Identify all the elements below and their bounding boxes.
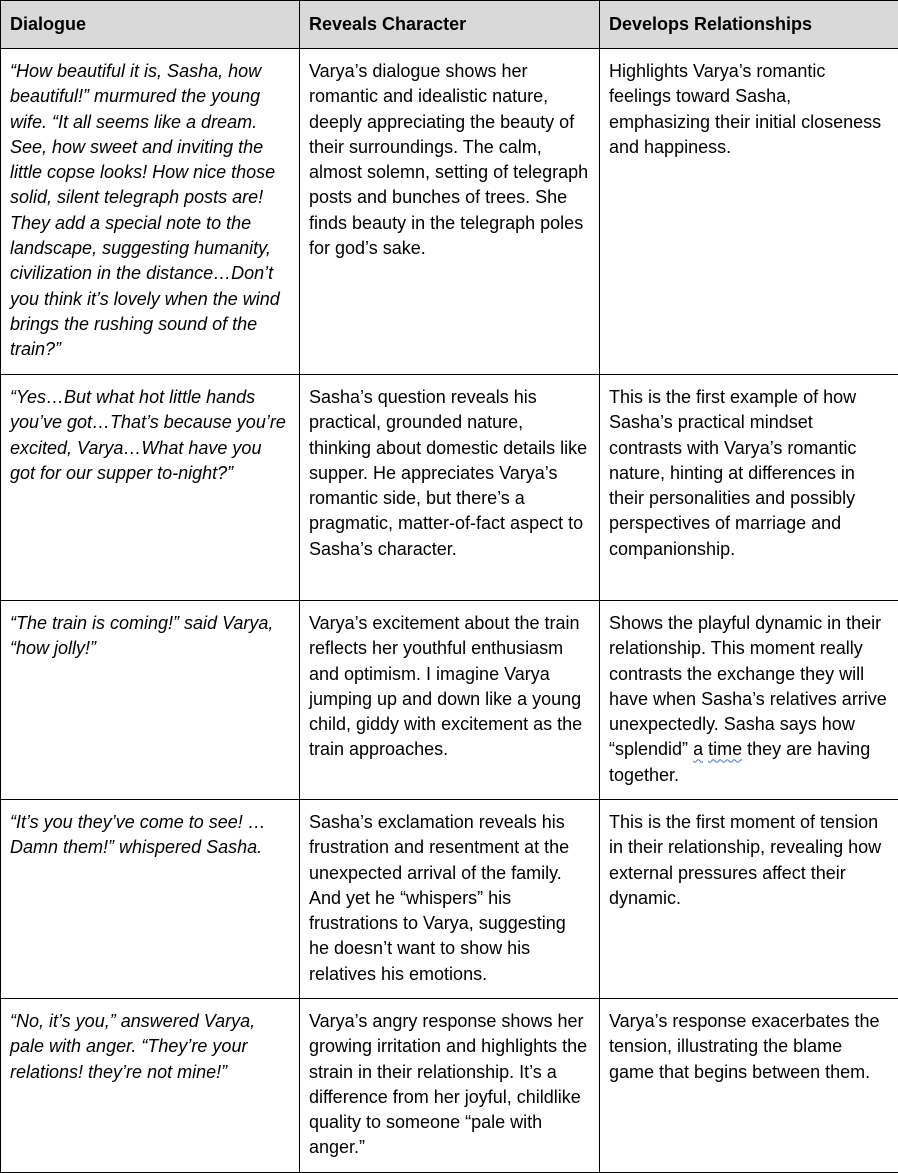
dialogue-cell: “Yes…But what hot little hands you’ve got…That’s because you’re excited, Varya…What have you got for our supper to-night?” [1,375,300,601]
table-row [1,49,898,375]
character-cell: Varya’s angry response shows her growing irritation and highlights the strain in their relationship. It’s a difference from her joyful, childlike quality to someone “pale with anger.” [300,999,600,1173]
dialogue-cell: “How beautiful it is, Sasha, how beautiful!” murmured the young wife. “It all seems like a dream. See, how sweet and inviting the little copse looks! How nice those solid, silent telegraph posts are! They add a special note to the landscape, suggesting humanity, civilization in the distance…Don’t you think it’s lovely when the wind brings the rushing sound of the train?” [1,49,300,375]
relationships-text: they are having together. [609,739,870,784]
dialogue-cell: “The train is coming!” said Varya, “how jolly!” [1,601,300,800]
character-cell: Sasha’s exclamation reveals his frustration and resentment at the unexpected arrival of the family. And yet he “whispers” his frustrations to Varya, suggesting he doesn’t want to show his relatives his emotions. [300,800,600,999]
spellcheck-flag[interactable]: a [693,739,703,759]
header-dialogue: Dialogue [1,1,300,49]
relationships-cell: This is the first moment of tension in their relationship, revealing how external pressures affect their dynamic. [600,800,898,999]
table-row [1,601,898,800]
dialogue-cell: “It’s you they’ve come to see! …Damn them!” whispered Sasha. [1,800,300,999]
table-row [1,800,898,999]
dialogue-cell: “No, it’s you,” answered Varya, pale with anger. “They’re your relations! they’re not mine!” [1,999,300,1173]
character-cell: Varya’s excitement about the train reflects her youthful enthusiasm and optimism. I imagine Varya jumping up and down like a young child, giddy with excitement as the train approaches. [300,601,600,800]
character-cell: Sasha’s question reveals his practical, grounded nature, thinking about domestic details like supper. He appreciates Varya’s romantic side, but there’s a pragmatic, matter-of-fact aspect to Sasha’s character. [300,375,600,601]
character-cell: Varya’s dialogue shows her romantic and idealistic nature, deeply appreciating the beauty of their surroundings. The calm, almost solemn, setting of telegraph posts and bunches of trees. She finds beauty in the telegraph poles for god’s sake. [300,49,600,375]
table-row [1,375,898,601]
table-row [1,999,898,1173]
relationships-cell: This is the first example of how Sasha’s practical mindset contrasts with Varya’s romantic nature, hinting at differences in their personalities and possibly perspectives of marriage and companionship. [600,375,898,601]
header-reveals-character: Reveals Character [300,1,600,49]
header-row [1,1,898,49]
spellcheck-flag[interactable]: time [708,739,742,759]
relationships-cell: Varya’s response exacerbates the tension, illustrating the blame game that begins between them. [600,999,898,1173]
header-develops-relationships: Develops Relationships [600,1,898,49]
relationships-cell [600,601,898,800]
relationships-text: Shows the playful dynamic in their relationship. This moment really contrasts the exchange they will have when Sasha’s relatives arrive unexpectedly. Sasha says how “splendid” [609,613,887,759]
relationships-cell: Highlights Varya’s romantic feelings toward Sasha, emphasizing their initial closeness and happiness. [600,49,898,375]
